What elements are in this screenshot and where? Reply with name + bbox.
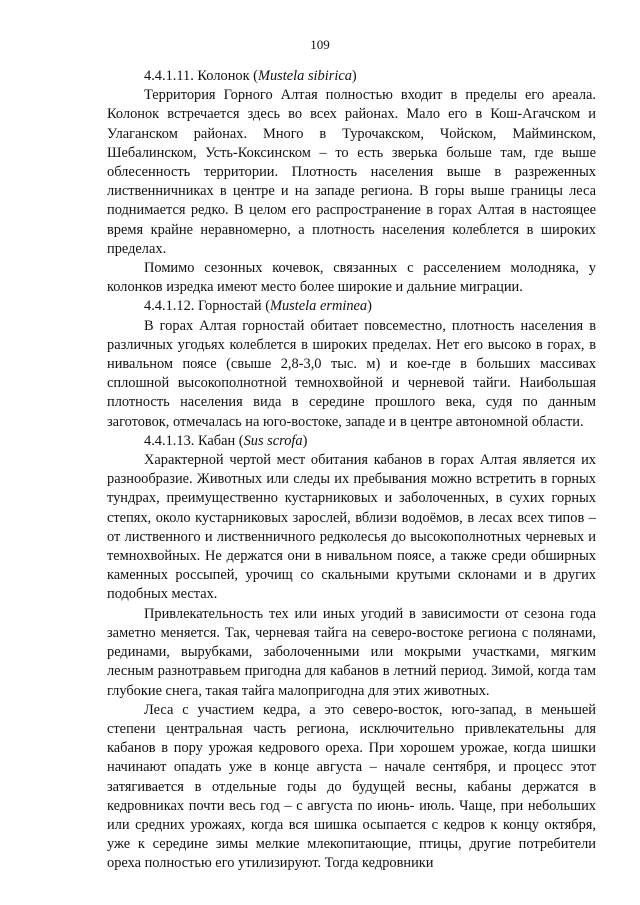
section-kaban [107,432,596,874]
paragraph: Привлекательность тех или иных угодий в зависимости от сезона года заметно меняется. Так, черневая тайга на северо-востоке региона с полянами, рединами, вырубками, заболоченными или мокрыми участками, мягким лесным разнотравьем пригодна для кабанов в летний период. Зимой, когда там глубокие снега, такая тайга малопригодна для этих животных. [107,605,596,699]
paragraph: Леса с участием кедра, а это северо-восток, юго-запад, в меньшей степени центральная часть региона, исключительно привлекательны для кабанов в пору урожая кедрового ореха. При хорошем урожае, когда шишки начинают опадать уже в конце августа – начале сентября, и процесс этот затягивается в отдельные годы до будущей весны, кабаны держатся в кедровниках почти весь год – с августа по июнь- июль. Чаще, при небольших или средних урожаях, когда вся шишка осыпается с кедров к концу октября, уже к середине зимы мелкие млекопитающие, птицы, другие потребители ореха полностью его утилизируют. Тогда кедровники [107,701,596,872]
paragraph: В горах Алтая горностай обитает повсеместно, плотность населения в различных угодьях колеблется в широких пределах. Нет его высоко в горах, в нивальном поясе (свыше 2,8-3,0 тыс. м) и кое-где в больших массивах сплошной высокополнотной темнохвойной и черневой тайги. Наибольшая плотность населения вида в середине прошлого века, судя по данным заготовок, отмечалась на юго-востоке, западе и в центре автономной области. [107,317,596,430]
heading-close: ) [351,68,357,84]
paragraph: Характерной чертой мест обитания кабанов в горах Алтая является их разнообразие. Животных или следы их пребывания можно встретить в горных тундрах, преимущественно кустарниковых и заболоченных, в сухих горных степях, около кустарниковых зарослей, вблизи водоёмов, в лесах всех типов – от лиственного и лиственничного редколесья до высокополнотных черневых и темнохвойных. Не держатся они в нивальном поясе, а также среди обширных каменных россыпей, урочищ со скальными крутыми склонами и в других подобных местах. [107,452,596,603]
paragraph: Помимо сезонных кочевок, связанных с расселением молодняка, у колонков изредка имеют место более широкие и дальние миграции. [107,260,596,296]
section-heading [107,297,596,316]
heading-number-title: 4.4.1.11. Колонок ( [144,68,258,84]
heading-number-title: 4.4.1.12. Горностай ( [144,298,270,315]
page-number: 109 [310,37,330,52]
paragraph: Территория Горного Алтая полностью входит в пределы его ареала. Колонок встречается здесь во всех районах. Мало его в Кош-Агачском и Улаганском районах. Много в Турочакском, Чойском, Майминском, Шебалинском, Усть-Коксинском – то есть зверька больше там, где выше облесенность территории. Плотность населения выше в разреженных лиственничниках в центре и на западе региона. В горы выше границы леса поднимается редко. В целом его распространение в горах Алтая в настоящее время крайне неравномерно, а плотность населения колеблется в широких пределах. [107,87,596,257]
section-kolonok [107,67,596,297]
page-body [107,67,596,874]
heading-close: ) [302,432,308,449]
heading-number-title: 4.4.1.13. Кабан ( [144,432,244,449]
section-heading [107,67,596,86]
heading-latin-name: Mustela sibirica [257,68,352,84]
heading-latin-name: Sus scrofa [243,432,303,449]
section-heading [107,432,596,451]
heading-latin-name: Mustela erminea [270,298,368,315]
heading-close: ) [367,298,372,315]
section-gornostai [107,297,596,431]
